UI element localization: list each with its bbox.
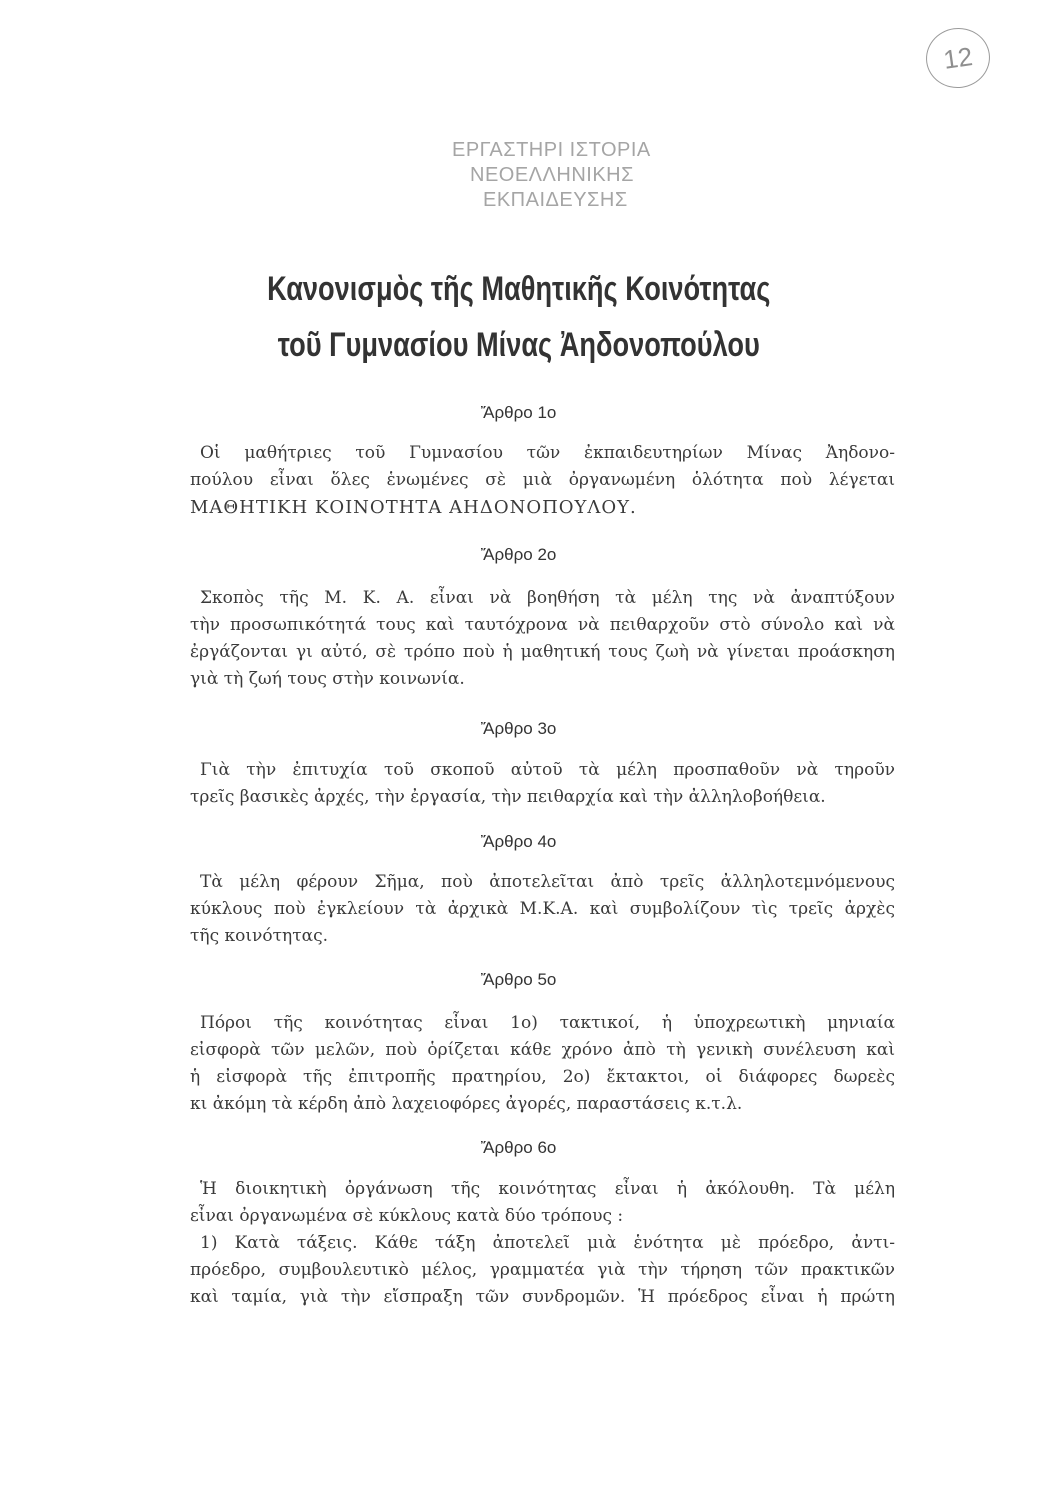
text-line: κύκλους ποὺ ἐγκλείουν τὰ ἀρχικὰ Μ.Κ.Α. καὶ συμβολίζουν τὶς τρεῖς ἀρχὲς	[190, 899, 895, 919]
text-line: 1) Κατὰ τάξεις. Κάθε τάξη ἀποτελεῖ μιὰ ἑνότητα μὲ πρόεδρο, ἀντι-	[200, 1233, 895, 1253]
text-line: Οἱ μαθήτριες τοῦ Γυμνασίου τῶν ἐκπαιδευτηρίων Μίνας Ἀηδονο-	[200, 443, 895, 463]
text-line: τῆς κοινότητας.	[190, 926, 329, 946]
article-heading: Ἄρθρο 3ο	[480, 719, 557, 738]
text-line: ἐργάζονται γι αὐτό, σὲ τρόπο ποὺ ἡ μαθητική τους ζωὴ νὰ γίνεται προάσκηση	[190, 642, 895, 662]
text-line: εἰσφορὰ τῶν μελῶν, ποὺ ὁρίζεται κάθε χρόνο ἀπὸ τὴ γενικὴ συνέλευση καὶ	[190, 1040, 895, 1060]
article-heading: Ἄρθρο 1ο	[480, 403, 557, 422]
article-heading: Ἄρθρο 2ο	[480, 545, 557, 564]
stamp-line: ΕΡΓΑΣΤΗΡΙ ΙΣΤΟΡΙΑ	[452, 139, 651, 161]
text-line: καὶ ταμία, γιὰ τὴν εἴσπραξη τῶν συνδρομῶν. Ἡ πρόεδρος εἶναι ἡ πρώτη	[190, 1287, 895, 1307]
text-line: πούλου εἶναι ὅλες ἑνωμένες σὲ μιὰ ὀργανωμένη ὁλότητα ποὺ λέγεται	[190, 470, 895, 490]
text-line: Γιὰ τὴν ἐπιτυχία τοῦ σκοποῦ αὐτοῦ τὰ μέλη προσπαθοῦν νὰ τηροῦν	[200, 760, 895, 780]
text-line: Σκοπὸς τῆς Μ. Κ. Α. εἶναι νὰ βοηθήση τὰ μέλη της νὰ ἀναπτύξουν	[200, 588, 895, 608]
text-line: πρόεδρο, συμβουλευτικὸ μέλος, γραμματέα γιὰ τὴν τήρηση τῶν πρακτικῶν	[190, 1260, 895, 1280]
article-heading: Ἄρθρο 6ο	[480, 1138, 557, 1157]
article-body	[190, 1176, 895, 1311]
article-body	[190, 757, 895, 811]
text-line: κι ἀκόμη τὰ κέρδη ἀπὸ λαχειοφόρες ἀγορές, παραστάσεις κ.τ.λ.	[190, 1094, 743, 1114]
article-body	[190, 585, 895, 693]
stamp-line: ΕΚΠΑΙΔΕΥΣΗΣ	[483, 189, 628, 211]
page-number-mark: 12	[922, 24, 994, 92]
text-line: Ἡ διοικητικὴ ὀργάνωση τῆς κοινότητας εἶναι ἡ ἀκόλουθη. Τὰ μέλη	[200, 1179, 895, 1199]
article-heading: Ἄρθρο 5ο	[480, 970, 557, 989]
text-line: γιὰ τὴ ζωή τους στὴν κοινωνία.	[190, 669, 465, 689]
text-line: Τὰ μέλη φέρουν Σῆμα, ποὺ ἀποτελεῖται ἀπὸ τρεῖς ἀλληλοτεμνόμενους	[200, 872, 895, 892]
text-line: ἡ εἰσφορὰ τῆς ἐπιτροπῆς πρατηρίου, 2ο) ἔκτακτοι, οἱ διάφορες δωρεὲς	[190, 1067, 895, 1087]
text-line: τρεῖς βασικὲς ἀρχές, τὴν ἐργασία, τὴν πειθαρχία καὶ τὴν ἀλληλοβοήθεια.	[190, 787, 826, 807]
article-body	[190, 869, 895, 950]
archive-stamp	[440, 138, 700, 213]
document-title-line-1: Κανονισμὸς τῆς Μαθητικῆς Κοινότητας	[267, 270, 771, 308]
text-line: Πόροι τῆς κοινότητας εἶναι 1ο) τακτικοί, ἡ ὑποχρεωτικὴ μηνιαία	[200, 1013, 895, 1033]
article-body	[190, 440, 895, 521]
text-line: ΜΑΘΗΤΙΚΗ ΚΟΙΝΟΤΗΤΑ ΑΗΔΟΝΟΠΟΥΛΟΥ.	[190, 497, 637, 518]
document-title-line-2: τοῦ Γυμνασίου Μίνας Ἀηδονοπούλου	[277, 326, 760, 364]
text-line: τὴν προσωπικότητά τους καὶ ταυτόχρονα νὰ πειθαρχοῦν στὸ σύνολο καὶ νὰ	[190, 615, 895, 635]
stamp-line: ΝΕΟΕΛΛΗΝΙΚΗΣ	[470, 164, 634, 186]
article-body	[190, 1010, 895, 1118]
article-heading: Ἄρθρο 4ο	[480, 832, 557, 851]
text-line: εἶναι ὀργανωμένα σὲ κύκλους κατὰ δύο τρόπους :	[190, 1206, 624, 1226]
